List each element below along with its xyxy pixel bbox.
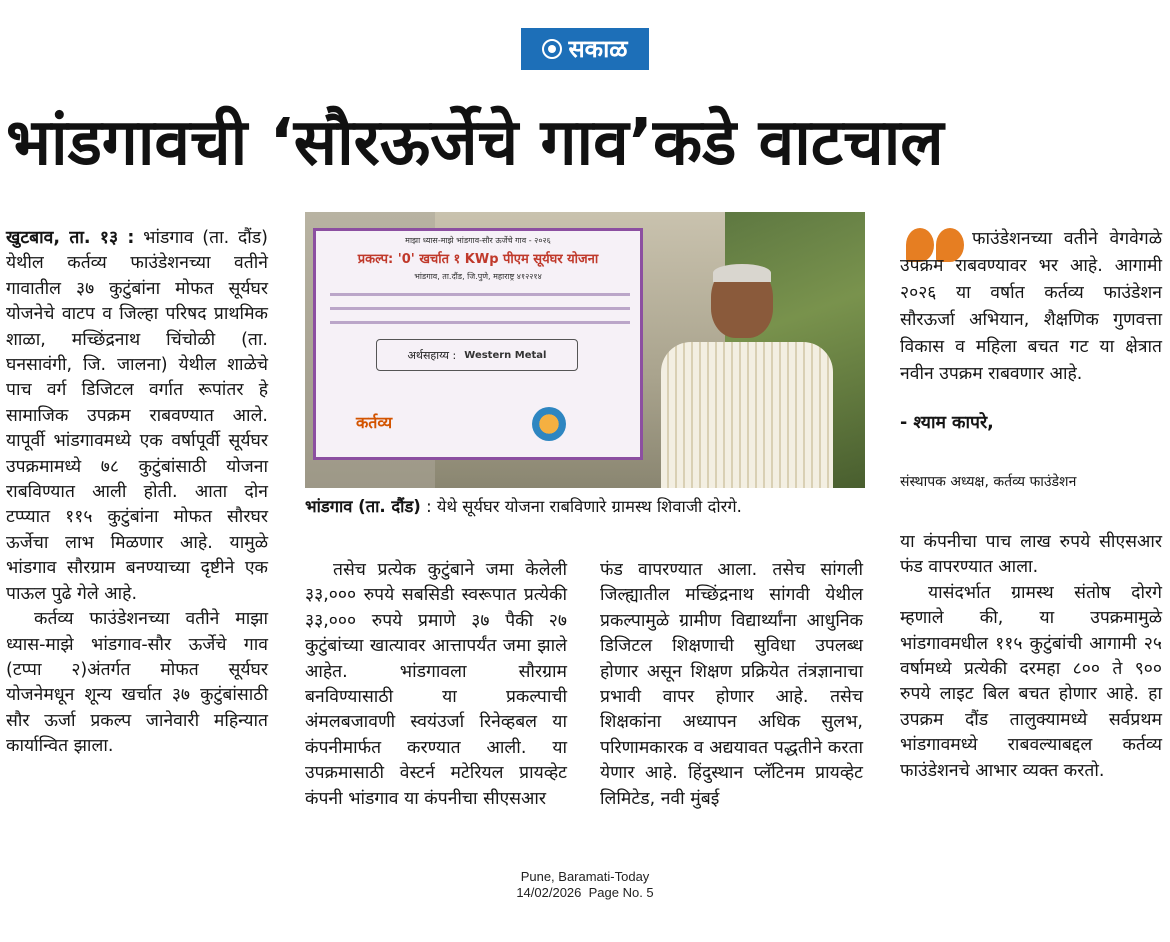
dateline: खुटबाव, ता. १३ : [6,228,135,248]
page-footer [0,869,1170,901]
article-column-2 [305,558,567,812]
banner-line [330,307,630,310]
banner-org-logo: कर्तव्य [356,413,393,432]
sun-logo-icon [532,407,566,441]
sponsor-name: Western Metal [464,349,547,361]
article-column-1 [6,226,268,760]
banner-line [330,293,630,296]
article-paragraph: यासंदर्भात ग्रामस्थ संतोष दोरगे म्हणाले की, या उपक्रमामुळे भांडगावमधील ११५ कुटुंबांची आगामी २५ वर्षामध्ये प्रत्येकी दरमहा ८०० ते ९०० रुपये लाइट बिल बचत होणार आहे. हा उपक्रम दौंड तालुक्यामध्ये सर्वप्रथम भांडगावमध्ये राबवल्याबद्दल कर्तव्य फाउंडेशनचे आभार व्यक्त करतो. [900,582,1162,781]
quote-author-role: संस्थापक अध्यक्ष, कर्तव्य फाउंडेशन [900,474,1077,490]
footer-edition: Pune, Baramati-Today [520,869,650,884]
caption-text: : येथे सूर्यघर योजना राबविणारे ग्रामस्थ शिवाजी दोरगे. [420,497,742,516]
person-hair [713,264,771,282]
banner-title: प्रकल्प: '0' खर्चात १ KWp पीएम सूर्यघर योजना [357,252,599,267]
article-column-4 [900,530,1162,784]
article-paragraph [6,226,268,607]
paragraph-text: भांडगाव (ता. दौंड) येथील कर्तव्य फाउंडेशनच्या वतीने गावातील ३७ कुटुंबांना मोफत सूर्यघर योजनेचे वाटप व जिल्हा परिषद प्राथमिक शाळा, मच्छिंद्रनाथ चिंचोळी (ता. घनसावंगी, जि. जालना) येथील शाळेचे पाच वर्ग डिजिटल वर्गात रूपांतर हे सामाजिक उपक्रम राबवण्यात आले. यापूर्वी भांडगावमध्ये एक वर्षापूर्वी सूर्यघर उपक्रमामध्ये ७८ कुटुंबांसाठी योजना राबविण्यात आली होती. आता दोन टप्प्यात ११५ कुटुंबांना मोफत सौरघर ऊर्जेचा लाभ मिळणार आहे. यामुळे भांडगाव सौरग्राम बनण्याच्या दृष्टीने एक पाऊल पुढे गेले आहे. [6,228,268,604]
logo-icon [542,39,562,59]
article-paragraph: या कंपनीचा पाच लाख रुपये सीएसआर फंड वापरण्यात आला. [900,532,1162,578]
article-paragraph: फंड वापरण्यात आला. तसेच सांगली जिल्ह्यातील मच्छिंद्रनाथ सांगवी येथील प्रकल्पामुळे ग्रामीण विद्यार्थ्यांना आधुनिक डिजिटल शिक्षणाची सुविधा उपलब्ध होणार असून शिक्षण प्रक्रियेत तंत्रज्ञानाचा प्रभावी वापर होणार आहे. तसेच शिक्षकांना अध्यापन अधिक सुलभ, परिणामकारक व अद्ययावत पद्धतीने करता येणार आहे. हिंदुस्थान प्लॅटिनम प्रायव्हेट लिमिटेड, नवी मुंबई [600,560,863,809]
article-column-3 [600,558,863,812]
banner-address: भांडगाव, ता.दौंड, जि.पुणे, महाराष्ट्र ४१२२१४ [414,272,542,281]
news-photo [305,212,865,488]
article-paragraph: कर्तव्य फाउंडेशनच्या वतीने माझा ध्यास-माझे भांडगाव-सौर ऊर्जेचे गाव (टप्पा २)अंतर्गत मोफत सूर्यघर योजनेमधून शून्य खर्चात ३७ कुटुंबांसाठी सौर ऊर्जा प्रकल्प जानेवारी महिन्यात कार्यान्वित झाला. [6,609,268,757]
photo-person [661,264,841,488]
quote-author: - श्याम कापरे, [900,413,994,433]
footer-date-page: 14/02/2026 Page No. 5 [516,885,654,900]
banner-top-text: माझा ध्यास-माझे भांडगाव-सौर ऊर्जेचे गाव - २०२६ [405,236,551,245]
banner-line [330,321,630,324]
photo-caption [305,494,865,520]
project-banner [313,228,643,460]
person-shirt [661,342,833,488]
article-paragraph: तसेच प्रत्येक कुटुंबाने जमा केलेली ३३,००० रुपये सबसिडी स्वरूपात प्रत्येकी ३३,००० रुपये प्रमाणे ३७ पैकी २७ कुटुंबांच्या खात्यावर आत्तापर्यंत जमा झाले आहेत. भांडगावला सौरग्राम बनविण्यासाठी या प्रकल्पाची अंमलबजावणी स्वयंउर्जा रिनेव्हबल या कंपनीमार्फत करण्यात आली. या उपक्रमासाठी वेस्टर्न मटेरियल प्रायव्हेट कंपनी भांडगाव या कंपनीचा सीएसआर [305,560,567,809]
headline: भांडगावची ‘सौरऊर्जेचे गाव’कडे वाटचाल [6,106,944,180]
banner-sponsor-box [376,339,578,371]
newspaper-logo [521,28,649,70]
logo-text: सकाळ [568,35,628,63]
pull-quote-text: फाउंडेशनच्या वतीने वेगवेगळे उपक्रम राबवण्यावर भर आहे. आगामी २०२६ या वर्षात कर्तव्य फाउंडेशन सौरऊर्जा अभियान, शैक्षणिक गुणवत्ता विकास व महिला बचत गट या क्षेत्रात नवीन उपक्रम राबवणार आहे. [900,229,1162,384]
sponsor-label: अर्थसहाय्य : [407,348,457,362]
caption-place: भांडगाव (ता. दौंड) [305,497,421,516]
